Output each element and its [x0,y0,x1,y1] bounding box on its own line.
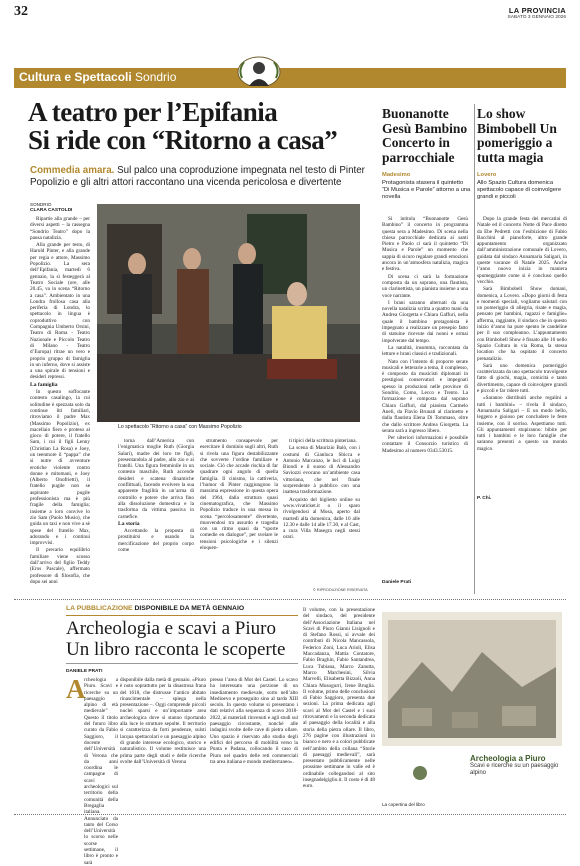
dateline: SONDRIO [30,202,52,207]
section-divider [14,599,566,600]
newspaper-name: LA PROVINCIA [508,6,566,15]
promo-column-1 [66,674,118,866]
side-article-2-kicker: Lovero [477,172,497,178]
article-column-3 [200,438,278,588]
stage-scene-illustration [97,204,360,422]
paragraph: La natalità, insomma, raccontata da letture e brani classici e tradizionali. [382,344,468,358]
paragraph: Alla grande per testo, di Harold Pinter, e alla grande per regia e attore, Massimo Popolizio. La sera dell’Epifania, martedì 6 gennaio, la sì festeggerà al Teatro Sociale (ore, alle 20.45, va in scena “Ritorno a casa”. Ambientato in una Londra frollosa casa alla periferia di Londra, lo spettacolo in lingua è coproduttivo con Compagnia Umberto Orsini, Teatro di Roma - Teatro Nazionale e Piccolo Teatro di Milano - Teatro d’Europa) ritrae un vero e proprio gruppo di famiglia in un inferno, dove si assiste a una spirale di tensioni e desideri repressi. [30,242,90,381]
side-article-1-headline: Buonanotte Gesù Bambino Concerto in parrocchiale [382,106,468,165]
article-column-2 [118,438,194,588]
promo-column-3 [210,677,298,809]
book-title: Archeologia a Piuro [470,754,546,763]
stage-photo [97,204,360,422]
paragraph: disponibile dalla metà di gennaio. «Piuro è noto soprattutto per la disastrosa frana del 1618, che distrusse l’antico abitato rinascimentale – spiega nella presentazione –. Oggi comprende piccoli nuclei sparsi e un’importante area archeologica dove si stanno riportando alla luce le strutture sepolte. Il territorio si caratterizza da forti pendenze, sulsti lacqua spettacolari e un paesaggio alpino di grande interesse ecologico, storico e naturalistico. Il volume restituisce una prima parte degli studi e delle ricerche svolte dall’Università di Verona [120,677,206,765]
paragraph: rcheologia a Piuro. Scavi e ricerche su un paesaggio alpino di età medievale” Questo il titolo del futuro libro curato da Fabio Saggioro, il docente dell’Università di Verona che da anni coordina le campagne di scavi archeologici sul territorio della comunità della Bregaglia italiana. Annunciato da tanto del Corso dell’Università lo scorso nelle scorse settimane, il libro è pronto e sarà [84,677,118,866]
portrait-crest-icon [236,56,282,88]
side-article-2-headline: Lo show Bimbobell Un pomeriggio a tutta magia [477,106,557,165]
deck-text: Sul palco una coproduzione impegnata nel testo di Pinter Popolizio e gli altri attori raccontano una vicenda pericolosa e divertente [30,165,365,188]
deck-kicker: Commedia amara. [30,165,115,176]
paragraph: Nato con l’intento di proporre serate musicali e letterarie a tema, il complesso, è composto da musicisti diplomati in prestigiosi conservatori e impegnati spesso in produzioni nelle province di Sondrio, Como, Lecco e Trento. La formazione è composta dal soprano Chiara Gaffuri, dal pianista Carmelo Aneli, da Flavio Brunati al clarinetto e dalla flautista Elena Di Tommaso, oltre che dallo scrittore Andrea Giorgetta. La serata sarà a ingresso libero. [382,358,468,434]
issue-date: SABATO 3 GENNAIO 2026 [507,15,566,20]
paragraph: strumento consapevole per esercitare il dominio sugli altri, Ruth si rivela una figura destabilizzante che sovverte l’ordine familiare e sociale. Ciò che accade rischia di far quadrare ogni angolo di quella famiglia. Il cinismo, la cattiveria, l’humor di Pinter raggiungono la massima espressione in questa opera del 1964, dalla struttura quasi cinematografica, che Massimo Popolizio traduce in una messa in scena “percolosamente” divertente, muovendosi tra assurdo e tragedia con un ritmo quasi da “sporte comedie en dialogue”, per svelare le tensioni psicologiche e i silenzi eloquen- [200,438,278,552]
paragraph: «Saranno distribuiti anche regalini a tutti i bambini» – rivela il sindaco, Annamaria Saligari – E un modo bello, leggero e gioioso per concludere le feste insieme, con il sorriso. Aspettiamo tutti. Gli appuntamenti stupiranno: bibite per tutti i bambini e le loro famiglie che saranno presenti a questo un mondo magico. [477,395,567,452]
side-article-1-signature: Daniele Prati [382,580,412,585]
paragraph: ti tipici della scrittura pinteriana. [289,438,357,444]
promo-label [66,605,244,612]
section-sub: Sondrio [135,70,177,84]
section-rule [14,86,566,88]
paragraph: In questo soffocante contesto casalingo, la cui solitudine è spezzata solo da continue liti familiari, ritroviamo il padre Max (Massimo Popolizio), ex macellaio fiero e proteso al gioco di potere, il fratello Sam, i cui il figli Lenny (Christian La Rosa) e Joey, un teenmore il “pappa” che si nutre di avventure erotiche violente contro donne e mitomani, e Joey (Alberto Onofrietti), il fratello pugile non se aspirante pugile professionista ma è più fragile della famiglia; insieme a loro convive lo zio Sam (Paolo Musio), che guida un taxi e non vive a sè spese del fratello Max, adorando e i continui improvvisi. [30,389,90,547]
subheading: La storia [118,520,140,527]
paragraph: Acquisto del biglietto online su www.vivaticket.it o il sparo rivolgendosi al Mosa, aperto dal martedì alla domenica, dalle 10 alle 12.30 e dalle 14 alle 17.30, e al Cast, a cura Villa Masegra negli stessi orari. [283,496,360,541]
headline-line-1: A teatro per l’Epifania [28,97,278,127]
paragraph: La scena di Maurizio Balò, con i costumi di Gianluca Sbicca e Antonio Marcanzo, le luci di Luigi Biondi e il suono di Alessandro Saviozzi evocano un’ambiente casa vittoriana, che nel finale sorprendente à pubblico con una inattesa trasformazione. [283,445,360,496]
book-cover [382,612,562,800]
side-article-1-subtitle: Protagonista stasera il quintetto “Di Musica e Parole” attorno a una novella [382,180,471,200]
drop-cap: A [66,674,86,704]
promo-byline: DANIELE PRATI [66,669,103,674]
subheading: La famiglia [30,381,58,388]
paragraph: Di scena ci sarà la formazione composta da un soprano, una flautista, un clarinettista, un pianista insieme a una voce narrante. [382,273,468,299]
paragraph: Il precario equilibrio familiare viene scosso dall’arrivo del figlio Teddy (Eros Pascale), affermato professore di filosofia, che dopo sei anni [30,547,90,585]
page-number: 32 [14,4,28,19]
article-headline [28,98,373,154]
paragraph: Il volume, con la presentazione del sindaco, del presidente dell’Associazione Italiana nel Scavi di Piuro Gianni Lisignoli e di Stefano Rossi, si avvale dei contributi di Nicola Mancassola, Federico Zoni, Luca Arioli, Elisa Maccadanza, Mattia Contatore, Fabio Braghin, Fabio Santandrea, Luca Tubiana, Marco Zanutta, Marco Marchesini, Silvia Marvelli, Elisabetta Bizzoli, Anna Chiara Musogurri, Irene Bruglia. Il volume, primo delle conclusioni di Fabio Saggioro, presenta due sezioni. La prima dedicata agli scavi al Mot del Castel e i suoi ritrovamenti e la seconda dedicata al paesaggio della località e alla storia della pietra ollare. Il libro, 276 pagine con illustrazioni in bianco e nero e a colori pubblicate nell’ambito della collana “Storie di paesaggi medievali”, sarà presentato pubblicamente nelle prossime settimane in valle ed è ordinabile collegandosi al sito insegnadelgiglio.it. Il costo è di 48 euro. [303,607,375,790]
book-subtitle: Scavi e ricerche su un paesaggio alpino [470,763,559,776]
paragraph: Ripartie alla grande – per diversi aspetti – la rassegna “Sondrio Teatro” dopo la pausa natalizia. [30,216,90,241]
paragraph: Sarà Bimbobell Show domani, domenica, a Lovero. «Dopo giorni di festa e momenti speciali, vogliamo salutari con un pomeriggio di allegria, risate e magia, pensato per bambini, ragazzi e famiglie» afferma, raggiante, il sindaco che in questo inizio d’anno ha pure spento le candeline per il suo compleanno. L’appuntamento con Bimbobell Show è fissato alle 16 nello Spazio Cultura in via Roma, la stessa location che ha ospitato il concerto prenatalizio. [477,286,567,362]
column-divider [474,104,475,594]
masthead [508,6,566,20]
promo-headline-line-1: Archeologia e scavi a Piuro [66,618,276,639]
section-bar [14,68,566,86]
paragraph: torna dall’America con l’enigmatica moglie Ruth (Giorgia Salari), madre dei loro tre figli, presentandola al padre, allo zio e ai fratelli. Una figura femminile in un contesto maschile, Ruth accende desideri e scatena dinamiche conflittuali, facendo evolvere la sua apparente fragilità in un’arma di controllo e potere che arriva fino alla dissoluzione domestica e la trasforma da vittima passiva in carnefice. [118,438,194,520]
side-article-1-kicker: Madesimo [382,172,411,178]
book-cover-text [470,754,560,777]
paragraph: Sarà uno domenica pomeriggio caratterizzata da uno spettacolo travolgente fatto di giochi, magia, comicità e tanto divertimento, capace di coinvolgere grandi e piccoli e far ridere tutti. [477,362,567,395]
promo-column-2 [120,677,206,809]
promo-tag: LA PUBBLICAZIONE [66,605,133,612]
paragraph: presso l’area di Mot del Castel. Lo scavo ha interessato una porzione di un insediamento medievale, sorto nell’alto Medioevo e proseguito sino al tardo XIII secolo. In questo volume si presentano i dati relativi alla sequenza di scavo 2018-2022, ai materiali rinvenuti e agli studi sul paesaggio circostante, nonché alle indagini svolte delle cave di pietra ollare. Uno spazio è riservato allo studio degli edifici del percorso di mobilità verso la Punta e Padana, collocando il caso di Piuro nel quadro delle reti commerciali tra area italiana e mondo mediterraneo». [210,677,298,765]
promo-availability: DISPONIBILE DA METÀ GENNAIO [134,605,245,612]
bottom-divider [14,814,566,815]
author-byline: CLARA CASTOLDI [30,208,73,213]
side-article-1-body [382,216,468,570]
side-article-2-body [477,216,567,494]
paragraph: Per ulteriori informazioni è possibile contattare il Consorzio turistico di Madesimo al numero 0343.53015. [382,435,468,454]
promo-rule [66,663,298,664]
article-column-4 [283,438,360,588]
promo-headline [66,619,296,660]
paragraph: I brani saranno alternati da una novella natalizia scritta a quattro mani da Andrea Giorgetta e Chiara Gaffuri, nella quale il bambino protagonista è impegnato a realizzare un presepio fatto di statuine ricevute dai nonni e ormai impolverate dal tempo. [382,299,468,344]
article-column-1 [30,216,90,588]
section-main: Cultura e Spettacoli [19,70,132,84]
headline-line-2: Si ride con “Ritorno a casa” [28,125,338,155]
side-article-2-subtitle: Allo Spazio Cultura domenica spettacolo capace di coinvolgere grandi e piccoli [477,180,562,200]
promo-column-4 [303,607,375,809]
side-article-2-signature: P. Chi. [477,496,492,501]
book-caption: La copertina del libro [382,802,425,807]
copyright-note: © RIPRODUZIONE RISERVATA [313,588,368,592]
article-deck [30,165,370,188]
photo-caption: Lo spettacolo “Ritorno a casa” con Massimo Popolizio [118,424,242,430]
paragraph: Accettando la proposta di prostituirsi e usando la mercificazione del proprio corpo come [118,528,194,554]
paragraph: Dopo la grande festa dei mercatini di Natale ed il concerto Notte di Pace diretto da Ebe Pedretti con l’esibizione di Fabio Bacchini al pianoforte, altro grande appuntamento organizzato dall’amministrazione comunale di Lovero, guidata dal sindaco Annamaria Saligari, in queste vacanze di Natale 2025. Anche l’anno nuovo inizia in maniera spumeggiante come si è concluso quello vecchio. [477,216,567,285]
paragraph: Si intitola “Buonanotte Gesù Bambino” il concerto in programma questa sera a Madesimo. Di scena nella chiesa parrocchiale dedicata ai santi Pietro e Paolo ci sarà il quintetto “Di Musica e Parole” un momento che sappia di sicuro regalare grandi emozioni ancora in un’atmosfera natalizia, magica e festiva. [382,216,468,273]
promo-headline-line-2: Un libro racconta le scoperte [66,638,286,660]
promo-rule [66,615,298,616]
section-title [19,70,176,84]
